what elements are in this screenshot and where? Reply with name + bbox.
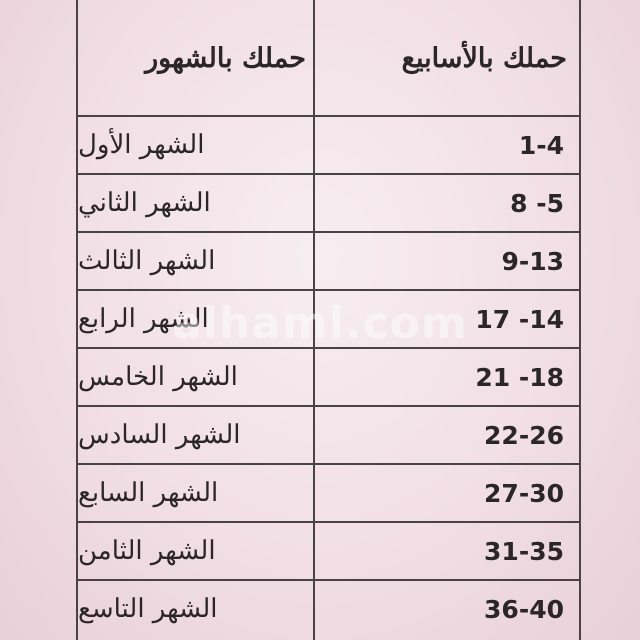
header-weeks: حملك بالأسابيع <box>401 42 567 74</box>
month-cell: الشهر الرابع <box>78 304 209 334</box>
month-cell: الشهر السابع <box>78 478 219 508</box>
weeks-cell: 8 -5 <box>510 188 564 218</box>
month-cell: الشهر الثالث <box>78 246 216 276</box>
month-cell: الشهر الخامس <box>78 362 238 392</box>
weeks-cell: 36-40 <box>484 594 564 624</box>
weeks-cell: 21 -18 <box>475 362 564 392</box>
month-cell: الشهر التاسع <box>78 594 218 624</box>
month-cell: الشهر الثاني <box>78 188 211 218</box>
header-months: حملك بالشهور <box>145 42 306 74</box>
weeks-cell: 17 -14 <box>475 304 564 334</box>
weeks-cell: 9-13 <box>501 246 564 276</box>
table-border-right <box>579 0 581 640</box>
weeks-cell: 31-35 <box>484 536 564 566</box>
weeks-cell: 27-30 <box>484 478 564 508</box>
month-cell: الشهر السادس <box>78 420 241 450</box>
weeks-cell: 22-26 <box>484 420 564 450</box>
month-cell: الشهر الثامن <box>78 536 216 566</box>
watermark: alhaml.com <box>172 298 468 349</box>
weeks-cell: 1-4 <box>518 130 564 160</box>
month-cell: الشهر الأول <box>78 130 205 160</box>
